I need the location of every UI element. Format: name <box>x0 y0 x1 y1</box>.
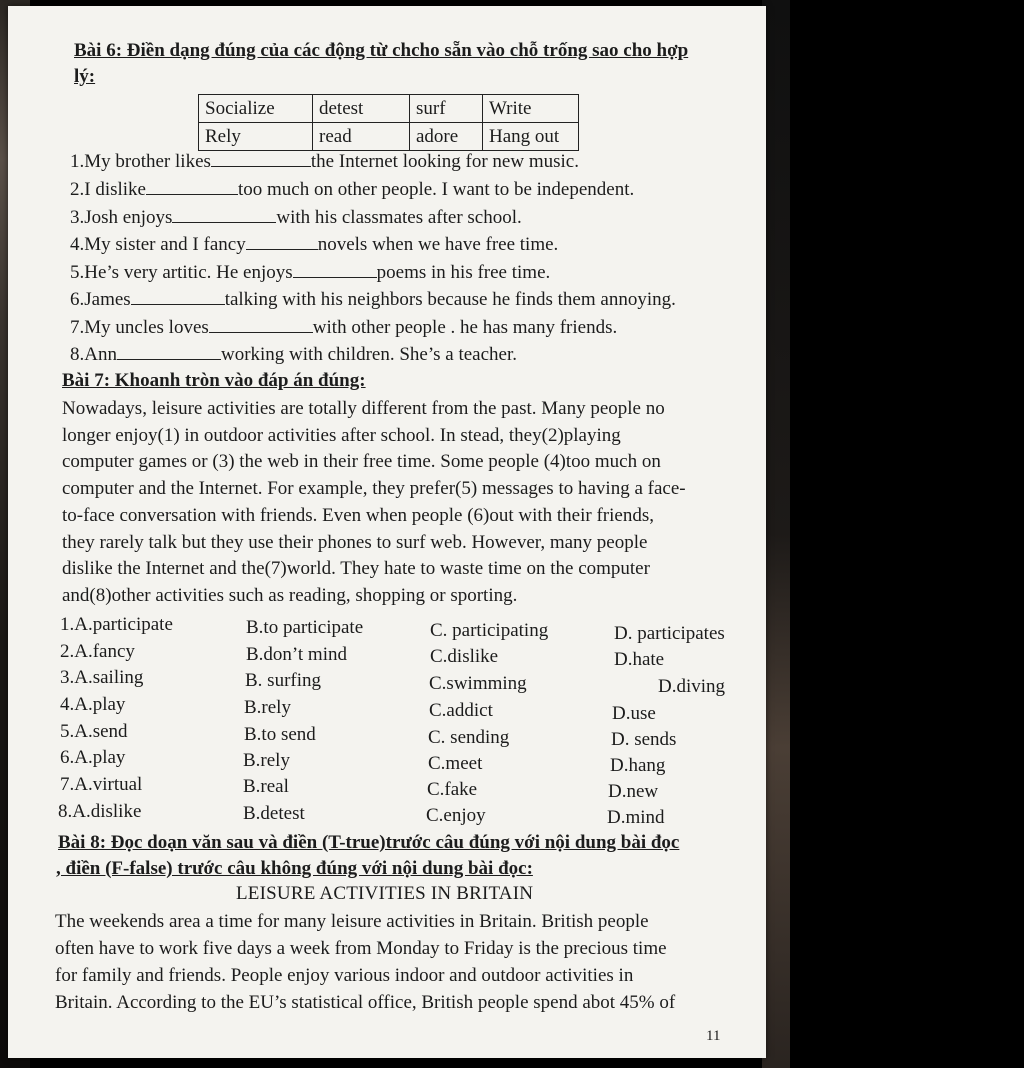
verb-cell: adore <box>410 123 483 151</box>
option-b[interactable]: B.don’t mind <box>246 644 347 665</box>
answer-blank[interactable] <box>146 178 238 195</box>
reading-line: for family and friends. People enjoy various indoor and outdoor activities in <box>55 965 634 986</box>
passage-line: computer games or (3) the web in their free time. Some people (4)too much on <box>62 451 661 473</box>
ex6-sentence <box>70 316 617 339</box>
reading-line: The weekends area a time for many leisure activities in Britain. British people <box>55 911 649 932</box>
option-a[interactable]: 8.A.dislike <box>58 801 142 822</box>
sentence-end: the Internet looking for new music. <box>310 151 579 172</box>
ex7-passage <box>62 396 752 610</box>
option-c[interactable]: C. participating <box>430 620 549 641</box>
passage-line: they rarely talk but they use their phones to surf web. However, many people <box>62 531 648 553</box>
option-a[interactable]: 6.A.play <box>60 747 126 768</box>
ex6-sentence <box>70 261 550 284</box>
option-a[interactable]: 3.A.sailing <box>60 667 144 688</box>
sentence-start: 1.My brother likes <box>70 151 211 172</box>
sentence-start: 3.Josh enjoys <box>70 207 173 228</box>
option-b[interactable]: B. surfing <box>245 670 321 691</box>
verb-cell: read <box>313 123 410 151</box>
sentence-start: 4.My sister and I fancy <box>70 234 246 255</box>
option-c[interactable]: C.swimming <box>429 673 527 694</box>
ex6-sentence <box>70 343 517 366</box>
verb-cell: detest <box>313 95 410 123</box>
sentence-start: 8.Ann <box>70 344 117 365</box>
option-d[interactable]: D.hang <box>610 755 666 776</box>
option-d[interactable]: D.new <box>608 781 659 802</box>
passage-line: and(8)other activities such as reading, shopping or sporting. <box>62 584 518 606</box>
ex6-sentence <box>70 178 634 201</box>
background-right <box>762 0 1024 1068</box>
reading-title: LEISURE ACTIVITIES IN BRITAIN <box>236 883 534 904</box>
answer-blank[interactable] <box>172 206 276 223</box>
option-c[interactable]: C.addict <box>429 700 493 721</box>
ex6-sentence <box>70 150 579 173</box>
verb-table-row <box>199 123 579 151</box>
verb-cell: Write <box>483 95 579 123</box>
verb-cell: Hang out <box>483 123 579 151</box>
verb-cell: Rely <box>199 123 313 151</box>
sentence-start: 6.James <box>70 289 131 310</box>
background-right-edge <box>762 0 790 1068</box>
ex8-title: Bài 8: Đọc doạn văn sau và điền (T-true)trước câu đúng với nội dung bài đọc <box>58 832 680 853</box>
option-c[interactable]: C.meet <box>428 753 483 774</box>
option-a[interactable]: 7.A.virtual <box>60 774 143 795</box>
answer-blank[interactable] <box>211 150 311 167</box>
option-b[interactable]: B.real <box>243 776 289 797</box>
ex6-title: Bài 6: Điền dạng đúng của các động từ chcho sẵn vào chỗ trống sao cho hợp <box>74 40 689 61</box>
verb-cell: Socialize <box>199 95 313 123</box>
option-b[interactable]: B.detest <box>243 803 305 824</box>
document-page <box>8 6 766 1058</box>
reading-passage <box>55 908 755 1016</box>
option-c[interactable]: C.enjoy <box>426 805 486 826</box>
ex7-title: Bài 7: Khoanh tròn vào đáp án đúng: <box>62 370 366 391</box>
passage-line: computer and the Internet. For example, they prefer(5) messages to having a face- <box>62 478 686 500</box>
sentence-end: with his classmates after school. <box>276 207 522 228</box>
sentence-end: poems in his free time. <box>376 262 551 283</box>
ex6-sentence <box>70 233 558 256</box>
option-a[interactable]: 5.A.send <box>60 721 128 742</box>
option-b[interactable]: B.to participate <box>246 617 364 638</box>
answer-blank[interactable] <box>131 288 225 305</box>
option-d[interactable]: D.mind <box>607 807 665 828</box>
reading-line: often have to work five days a week from Monday to Friday is the precious time <box>55 938 667 959</box>
option-d[interactable]: D.diving <box>658 676 726 697</box>
option-a[interactable]: 2.A.fancy <box>60 641 135 662</box>
answer-blank[interactable] <box>293 261 377 278</box>
option-d[interactable]: D. participates <box>614 623 725 644</box>
sentence-end: novels when we have free time. <box>317 234 559 255</box>
sentence-start: 7.My uncles loves <box>70 317 209 338</box>
answer-blank[interactable] <box>209 316 313 333</box>
option-b[interactable]: B.to send <box>244 724 316 745</box>
ex6-title-cont: lý: <box>74 66 96 87</box>
reading-line: Britain. According to the EU’s statistical office, British people spend abot 45% of <box>55 992 676 1013</box>
page-number: 11 <box>706 1028 721 1044</box>
sentence-end: too much on other people. I want to be independent. <box>238 179 635 200</box>
option-b[interactable]: B.rely <box>243 750 290 771</box>
option-a[interactable]: 1.A.participate <box>60 614 173 635</box>
passage-line: dislike the Internet and the(7)world. They hate to waste time on the computer <box>62 558 650 580</box>
option-c[interactable]: C.dislike <box>430 646 499 667</box>
sentence-end: with other people . he has many friends. <box>312 317 618 338</box>
option-d[interactable]: D.use <box>612 703 656 724</box>
option-b[interactable]: B.rely <box>244 697 291 718</box>
answer-blank[interactable] <box>117 343 221 360</box>
passage-line: longer enjoy(1) in outdoor activities after school. In stead, they(2)playing <box>62 424 621 446</box>
option-c[interactable]: C. sending <box>428 727 510 748</box>
ex8-title-cont: , điền (F-false) trước câu không đúng với nội dung bài đọc: <box>56 858 533 879</box>
ex6-sentence <box>70 288 676 311</box>
sentence-start: 5.He’s very artitic. He enjoys <box>70 262 293 283</box>
option-a[interactable]: 4.A.play <box>60 694 126 715</box>
sentence-end: talking with his neighbors because he finds them annoying. <box>224 289 676 310</box>
answer-blank[interactable] <box>246 233 318 250</box>
verb-cell: surf <box>410 95 483 123</box>
option-d[interactable]: D.hate <box>614 649 665 670</box>
sentence-end: working with children. She’s a teacher. <box>220 344 517 365</box>
option-c[interactable]: C.fake <box>427 779 478 800</box>
sentence-start: 2.I dislike <box>70 179 146 200</box>
passage-line: to-face conversation with friends. Even when people (6)out with their friends, <box>62 504 654 526</box>
ex6-sentence <box>70 206 522 229</box>
verb-table <box>198 94 579 151</box>
passage-line: Nowadays, leisure activities are totally different from the past. Many people no <box>62 398 665 419</box>
option-d[interactable]: D. sends <box>611 729 677 750</box>
verb-table-row <box>199 95 579 123</box>
